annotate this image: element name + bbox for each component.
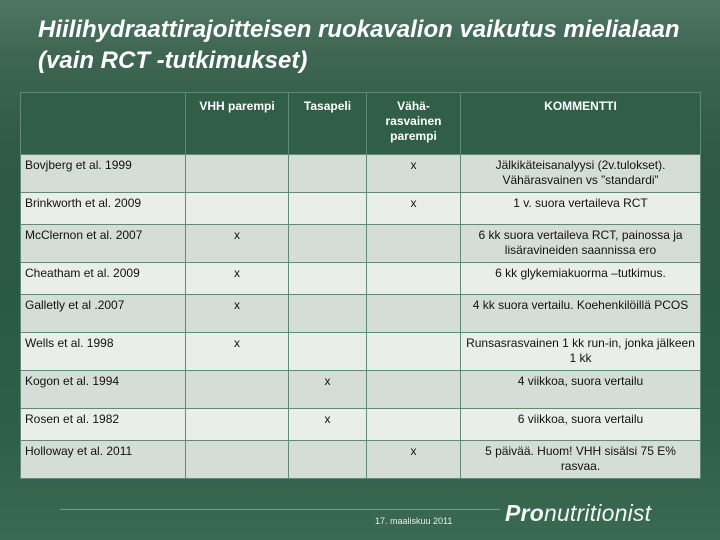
tasapeli-cell — [289, 263, 367, 295]
table-row — [21, 371, 701, 409]
vaharasvainen-cell — [367, 409, 461, 441]
vhh-cell — [186, 193, 289, 225]
vhh-cell — [186, 441, 289, 479]
tasapeli-cell — [289, 295, 367, 333]
vaharasvainen-cell — [367, 371, 461, 409]
comment-cell: 5 päivää. Huom! VHH sisälsi 75 E% rasvaa. — [461, 441, 701, 479]
table-row — [21, 225, 701, 263]
tasapeli-cell — [289, 441, 367, 479]
study-cell: Rosen et al. 1982 — [21, 409, 186, 441]
header-study — [21, 93, 186, 155]
vaharasvainen-cell: x — [367, 193, 461, 225]
study-cell: Cheatham et al. 2009 — [21, 263, 186, 295]
vaharasvainen-cell — [367, 225, 461, 263]
comment-cell: 6 viikkoa, suora vertailu — [461, 409, 701, 441]
table-row — [21, 333, 701, 371]
tasapeli-cell: x — [289, 409, 367, 441]
study-cell: Holloway et al. 2011 — [21, 441, 186, 479]
tasapeli-cell — [289, 193, 367, 225]
study-table — [20, 92, 701, 479]
pronutritionist-logo — [505, 500, 651, 527]
table-header-row — [21, 93, 701, 155]
header-kommentti: KOMMENTTI — [461, 93, 701, 155]
comment-cell: 6 kk glykemiakuorma –tutkimus. — [461, 263, 701, 295]
table-row — [21, 409, 701, 441]
table-row — [21, 441, 701, 479]
vhh-cell: x — [186, 295, 289, 333]
comment-cell: 6 kk suora vertaileva RCT, painossa ja lisäravineiden saannissa ero — [461, 225, 701, 263]
comment-cell: 4 kk suora vertailu. Koehenkilöillä PCOS — [461, 295, 701, 333]
vhh-cell: x — [186, 225, 289, 263]
tasapeli-cell — [289, 155, 367, 193]
vhh-cell: x — [186, 263, 289, 295]
study-cell: Kogon et al. 1994 — [21, 371, 186, 409]
header-tasapeli: Tasapeli — [289, 93, 367, 155]
vaharasvainen-cell — [367, 263, 461, 295]
comment-cell: 1 v. suora vertaileva RCT — [461, 193, 701, 225]
header-vaharasvainen: Vähä-rasvainen parempi — [367, 93, 461, 155]
study-cell: Galletly et al .2007 — [21, 295, 186, 333]
table-row — [21, 193, 701, 225]
study-cell: Brinkworth et al. 2009 — [21, 193, 186, 225]
vaharasvainen-cell — [367, 295, 461, 333]
comment-cell: Runsasrasvainen 1 kk run-in, jonka jälkeen 1 kk — [461, 333, 701, 371]
tasapeli-cell — [289, 225, 367, 263]
logo-rest: nutritionist — [543, 500, 652, 526]
table-row — [21, 155, 701, 193]
vaharasvainen-cell: x — [367, 441, 461, 479]
study-cell: McClernon et al. 2007 — [21, 225, 186, 263]
study-cell: Bovjberg et al. 1999 — [21, 155, 186, 193]
header-vhh: VHH parempi — [186, 93, 289, 155]
tasapeli-cell: x — [289, 371, 367, 409]
table-row — [21, 263, 701, 295]
vhh-cell — [186, 371, 289, 409]
logo-pro: Pro — [505, 500, 544, 526]
footer-divider — [60, 509, 500, 510]
tasapeli-cell — [289, 333, 367, 371]
vaharasvainen-cell — [367, 333, 461, 371]
table-row — [21, 295, 701, 333]
study-cell: Wells et al. 1998 — [21, 333, 186, 371]
slide-title: Hiilihydraattirajoitteisen ruokavalion vaikutus mielialaan (vain RCT -tutkimukset) — [38, 16, 680, 74]
vaharasvainen-cell: x — [367, 155, 461, 193]
vhh-cell: x — [186, 333, 289, 371]
vhh-cell — [186, 409, 289, 441]
comment-cell: Jälkikäteisanalyysi (2v.tulokset). Vähärasvainen vs ”standardi” — [461, 155, 701, 193]
comment-cell: 4 viikkoa, suora vertailu — [461, 371, 701, 409]
footer-date: 17. maaliskuu 2011 — [375, 516, 453, 526]
vhh-cell — [186, 155, 289, 193]
